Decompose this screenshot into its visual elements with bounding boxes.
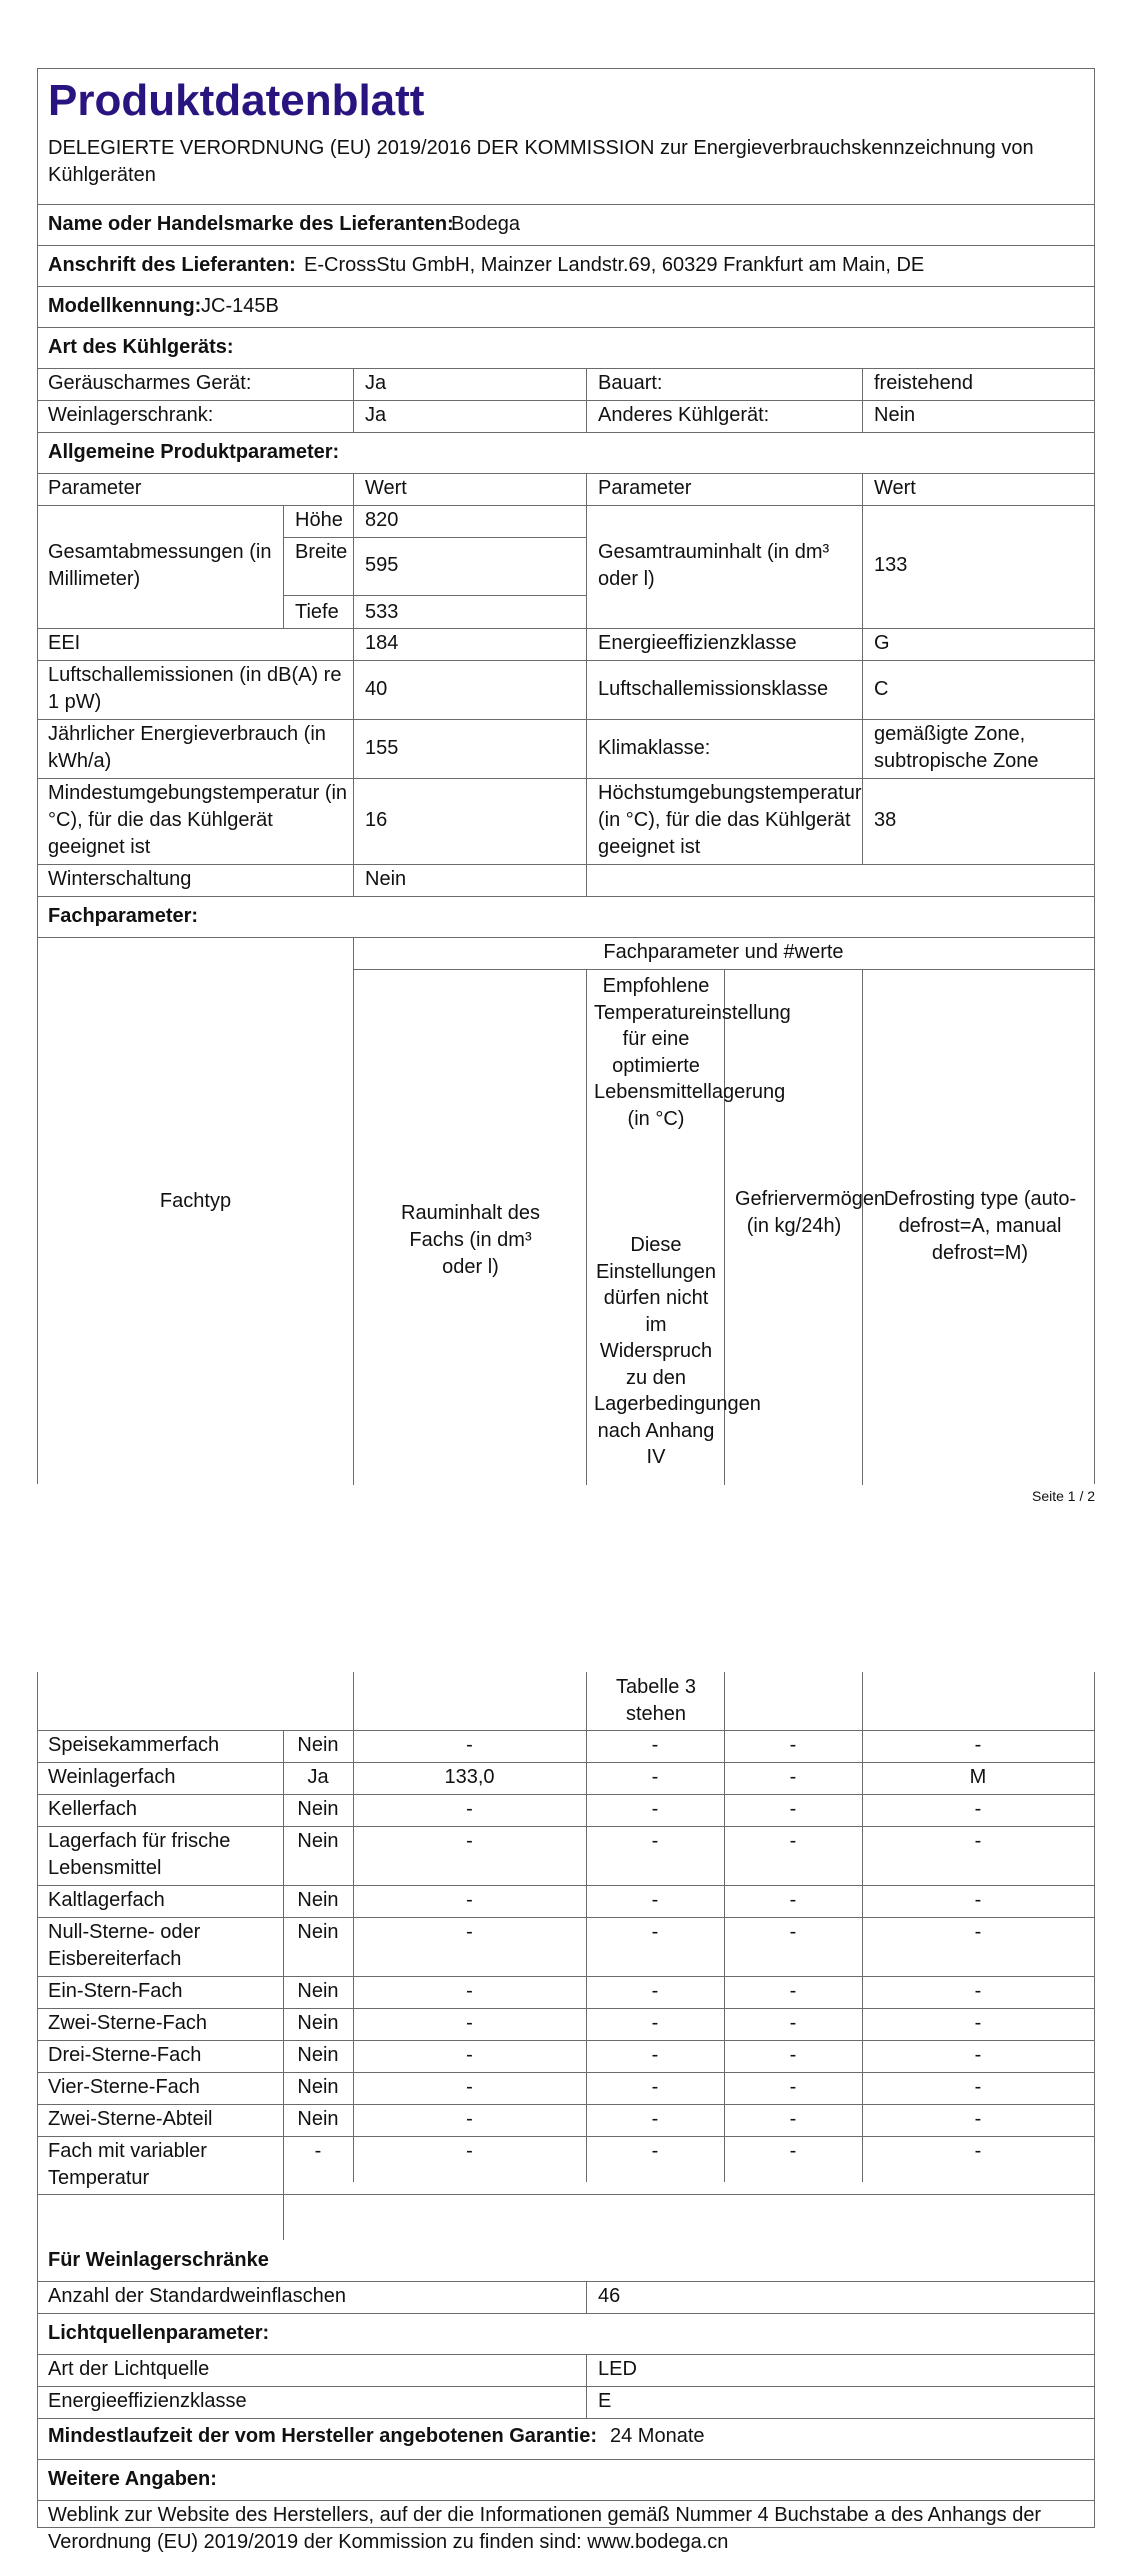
param-label: Luftschallemissionen (in dB(A) re 1 pW) [48,664,342,713]
warranty-row [38,2418,1094,2460]
compartment-row [38,1917,1094,1977]
further-info-description: Weblink zur Website des Herstellers, auf der die Informationen gemäß Nummer 4 Buchstabe a des Anhangs der Verordnung (EU) 2019/2019 der Kommission zu finden sind: [48,2504,1042,2553]
datasheet-page-1 [37,68,1095,1484]
param-value: G [874,632,890,654]
general-row [38,719,1094,779]
compartment-present: Nein [297,1889,339,1911]
compartment-row [38,2008,1094,2041]
manufacturer-link[interactable]: www.bodega.cn [587,2531,729,2553]
compartment-row [38,1976,1094,2009]
compartment-name: Zwei-Sterne-Fach [48,2012,207,2034]
further-info-text [48,2502,1088,2556]
compartment-freeze: - [789,1921,797,1943]
compartment-defrost: - [974,1734,982,1756]
param-label: Luftschallemissionsklasse [598,678,829,700]
compartment-defrost: - [974,2076,982,2098]
device-type-label-2: Anderes Kühlgerät: [598,404,770,426]
param-value: gemäßigte Zone, subtropische Zone [874,723,1039,772]
compartment-row [38,1794,1094,1827]
compartment-defrost: - [974,1921,982,1943]
device-type-row [38,368,1094,401]
light-heading: Lichtquellenparameter: [48,2322,270,2344]
col-freeze-header: Gefriervermögen (in kg/24h) [735,1188,886,1237]
wine-bottles-row [38,2281,1094,2314]
compartment-name: Weinlagerfach [48,1766,176,1788]
compartment-freeze: - [789,1980,797,2002]
compartment-defrost: - [974,1798,982,1820]
param-label: Energieeffizienzklasse [598,632,797,654]
param-label: EEI [48,632,81,654]
col-volume-header: Rauminhalt des Fachs (in dm³ oder l) [401,1202,540,1278]
dimension-name: Breite [295,541,348,563]
compartments-group-header: Fachparameter und #werte [353,937,1094,970]
volume-value: 133 [874,554,908,576]
compartment-name: Kellerfach [48,1798,137,1820]
regulation-subtitle: DELEGIERTE VERORDNUNG (EU) 2019/2016 DER KOMMISSION zur Energieverbrauchskennzeichnung von Kühlgeräten [48,137,1034,186]
light-value: LED [598,2358,637,2380]
supplier-name-row [38,204,1094,246]
compartment-volume: - [466,2076,473,2098]
compartment-row [38,2104,1094,2137]
page-title: Produktdatenblatt [48,76,425,125]
compartment-name: Vier-Sterne-Fach [48,2076,200,2098]
param-value: 38 [874,809,897,831]
wine-bottles-label: Anzahl der Standardweinflaschen [48,2285,346,2307]
winter-row [38,864,1094,897]
device-type-row [38,400,1094,433]
compartment-temp: - [651,2140,659,2162]
compartment-defrost: M [969,1766,987,1788]
compartment-temp: - [651,2108,659,2130]
param-value: 16 [365,809,388,831]
compartment-row [38,1730,1094,1763]
compartment-volume: 133,0 [444,1766,495,1788]
light-heading-row [38,2313,1094,2355]
wine-bottles-value: 46 [598,2285,621,2307]
compartment-name: Fach mit variabler Temperatur [48,2140,207,2189]
further-heading-row [38,2459,1094,2501]
compartment-volume: - [466,2140,473,2162]
compartment-present: Nein [297,2076,339,2098]
compartment-name: Drei-Sterne-Fach [48,2044,202,2066]
supplier-name-value: Bodega [451,213,520,235]
dimension-value: 820 [365,509,399,531]
light-row [38,2354,1094,2387]
general-header-row [38,473,1094,506]
device-type-label-1: Weinlagerschrank: [48,404,214,426]
supplier-name-label: Name oder Handelsmarke des Lieferanten: [48,213,454,235]
general-row [38,778,1094,865]
supplier-address-value: E-CrossStu GmbH, Mainzer Landstr.69, 60329 Frankfurt am Main, DE [304,254,925,276]
compartment-name: Lagerfach für frische Lebensmittel [48,1830,231,1879]
model-label: Modellkennung: [48,295,202,317]
device-type-heading-row [38,327,1094,369]
compartments-heading-row [38,896,1094,938]
light-value: E [598,2390,612,2412]
compartment-defrost: - [974,2012,982,2034]
dimension-value: 533 [365,601,399,623]
compartment-present: Nein [297,1734,339,1756]
supplier-address-label: Anschrift des Lieferanten: [48,254,296,276]
device-type-value-2: Nein [874,404,916,426]
col-defrost-header: Defrosting type (auto-defrost=A, manual defrost=M) [883,1188,1077,1264]
further-info-row [38,2500,1094,2553]
compartment-defrost: - [974,2044,982,2066]
compartment-row [38,1826,1094,1886]
compartment-freeze: - [789,2140,797,2162]
col-value: Wert [874,477,916,499]
compartment-freeze: - [789,1798,797,1820]
compartment-freeze: - [789,2108,797,2130]
compartment-volume: - [466,2108,473,2130]
param-value: 40 [365,678,388,700]
compartment-present: Nein [297,1980,339,2002]
compartment-freeze: - [789,1766,797,1788]
dimension-name: Höhe [295,509,343,531]
light-label: Art der Lichtquelle [48,2358,210,2380]
compartment-volume: - [466,1734,473,1756]
general-heading-row [38,432,1094,474]
compartment-defrost: - [974,1980,982,2002]
compartment-name: Ein-Stern-Fach [48,1980,183,2002]
dimensions-row [38,505,1094,629]
param-value: C [874,678,889,700]
compartment-row [38,1762,1094,1795]
compartment-name: Zwei-Sterne-Abteil [48,2108,213,2130]
compartment-row [38,2136,1094,2195]
compartment-temp: - [651,2044,659,2066]
col-type-header: Fachtyp [159,1190,232,1212]
param-label: Klimaklasse: [598,737,711,759]
compartment-volume: - [466,1921,473,1943]
compartment-temp: - [651,2076,659,2098]
compartment-temp: - [651,1734,659,1756]
device-type-value-1: Ja [365,372,387,394]
compartment-volume: - [466,2012,473,2034]
device-type-heading: Art des Kühlgeräts: [48,336,234,358]
compartment-freeze: - [789,2044,797,2066]
col-value: Wert [365,477,407,499]
datasheet-page-2 [37,1672,1095,2553]
compartment-present: Nein [297,2044,339,2066]
compartment-freeze: - [789,1734,797,1756]
model-row [38,286,1094,328]
compartment-temp: - [651,1980,659,2002]
param-value: 155 [365,737,399,759]
general-row [38,628,1094,661]
compartment-freeze: - [789,1830,797,1852]
warranty-label: Mindestlaufzeit der vom Hersteller angebotenen Garantie: [48,2425,598,2447]
compartment-present: Nein [297,1830,339,1852]
device-type-label-2: Bauart: [598,372,663,394]
compartment-present: Nein [297,1921,339,1943]
device-type-value-1: Ja [365,404,387,426]
param-value: 184 [365,632,399,654]
param-label: Höchstumgebungstemperatur (in °C), für die das Kühlgerät geeignet ist [598,782,862,858]
compartment-name: Kaltlagerfach [48,1889,165,1911]
device-type-label-1: Geräuscharmes Gerät: [48,372,252,394]
compartment-freeze: - [789,2076,797,2098]
title-block [38,69,1094,205]
compartment-freeze: - [789,1889,797,1911]
compartment-temp: - [651,1830,659,1852]
compartment-volume: - [466,1889,473,1911]
col-temp-note-end: Tabelle 3 stehen [615,1676,697,1725]
compartments-heading: Fachparameter: [48,905,199,927]
compartment-present: Nein [297,2012,339,2034]
col-param: Parameter [598,477,692,499]
winter-value: Nein [365,868,407,890]
compartment-volume: - [466,1980,473,2002]
compartment-temp: - [651,2012,659,2034]
compartment-present: - [314,2140,322,2162]
col-temp-note: Diese Einstellungen dürfen nicht im Widerspruch zu den Lagerbedingungen nach Anhang IV [594,1234,761,1468]
light-row [38,2386,1094,2419]
param-label: Jährlicher Energieverbrauch (in kWh/a) [48,723,326,772]
compartment-defrost: - [974,1889,982,1911]
compartment-volume: - [466,1798,473,1820]
compartment-defrost: - [974,2140,982,2162]
page-number: Seite 1 / 2 [1032,1488,1096,1504]
compartment-defrost: - [974,1830,982,1852]
general-heading: Allgemeine Produktparameter: [48,441,340,463]
dimension-value: 595 [365,554,399,576]
dimensions-label: Gesamtabmessungen (in Millimeter) [48,541,272,590]
compartment-row [38,2072,1094,2105]
compartment-name: Speisekammerfach [48,1734,220,1756]
model-value: JC-145B [201,295,279,317]
compartment-defrost: - [974,2108,982,2130]
compartment-present: Ja [307,1766,329,1788]
compartment-volume: - [466,1830,473,1852]
volume-label: Gesamtrauminhalt (in dm³ oder l) [598,541,830,590]
col-param: Parameter [48,477,142,499]
dimension-name: Tiefe [295,601,339,623]
compartment-volume: - [466,2044,473,2066]
compartment-row [38,1885,1094,1918]
device-type-value-2: freistehend [874,372,973,394]
further-heading: Weitere Angaben: [48,2468,217,2490]
wine-heading-row [38,2240,1094,2282]
light-label: Energieeffizienzklasse [48,2390,247,2412]
compartment-freeze: - [789,2012,797,2034]
general-row [38,660,1094,720]
wine-heading: Für Weinlagerschränke [48,2249,269,2271]
compartment-name: Null-Sterne- oder Eisbereiterfach [48,1921,201,1970]
compartment-temp: - [651,1921,659,1943]
compartments-header-continued [38,1672,1094,1731]
compartment-temp: - [651,1889,659,1911]
compartment-row [38,2040,1094,2073]
winter-label: Winterschaltung [48,868,192,890]
param-label: Mindestumgebungstemperatur (in °C), für die das Kühlgerät geeignet ist [48,782,348,858]
compartment-temp: - [651,1766,659,1788]
compartment-temp: - [651,1798,659,1820]
col-temp-header: Empfohlene Temperatureinstellung für eine optimierte Lebensmittellagerung (in °C) [594,975,791,1130]
compartment-present: Nein [297,2108,339,2130]
supplier-address-row [38,245,1094,287]
compartment-present: Nein [297,1798,339,1820]
warranty-value: 24 Monate [610,2425,705,2447]
